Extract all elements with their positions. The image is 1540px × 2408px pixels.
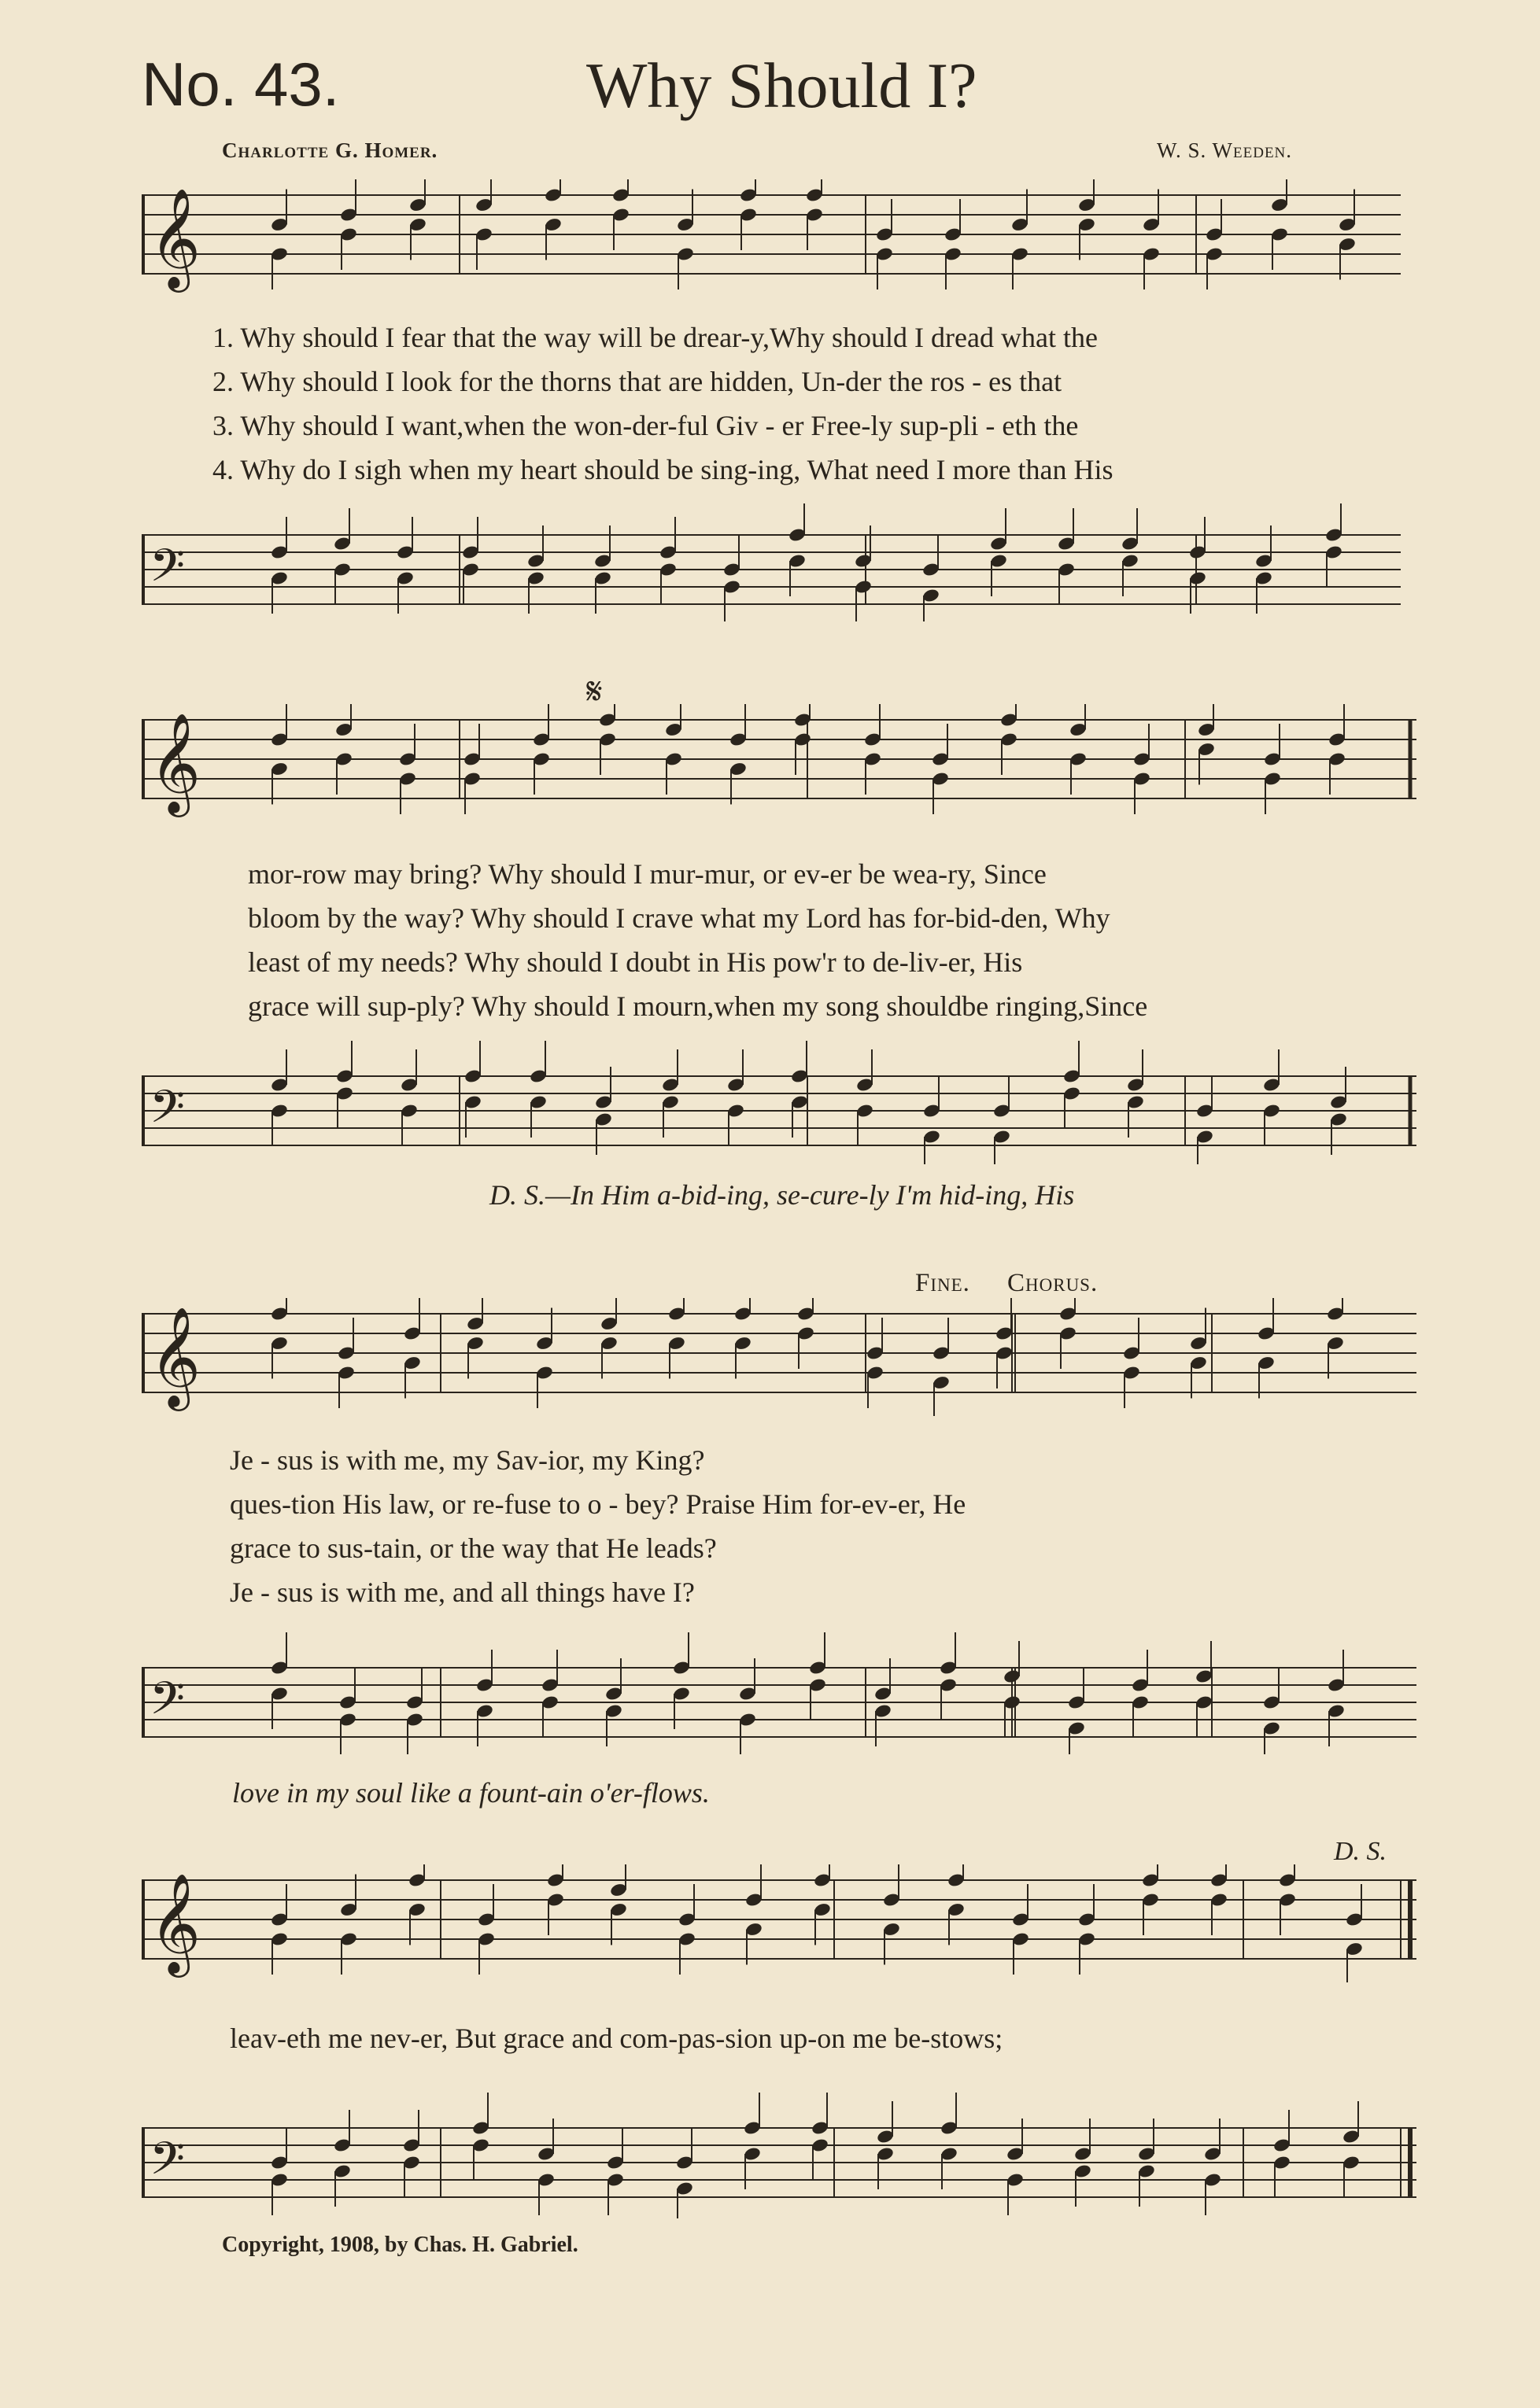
- system-3-treble-staff: [142, 1298, 1416, 1416]
- fine-label: Fine.: [915, 1269, 970, 1297]
- ds-mark: D. S.: [1334, 1837, 1387, 1866]
- system-1-bass-staff: [142, 503, 1401, 621]
- system-4-bass-staff: [142, 2085, 1416, 2218]
- svg-text:𝄢: 𝄢: [150, 1672, 186, 1736]
- system-1-treble-staff: [142, 179, 1401, 297]
- system-3-treble-notes: [270, 1298, 1345, 1416]
- system-2-verse-2: bloom by the way? Why should I crave what my Lord has for-bid-den, Why: [248, 902, 1110, 934]
- system-2-bass-staff: [142, 1038, 1416, 1164]
- system-3-verse-3: grace to sus-tain, or the way that He leads?: [230, 1532, 717, 1564]
- system-2-verse-4: grace will sup-ply? Why should I mourn,when my song shouldbe ringing,Since: [248, 990, 1148, 1022]
- system-3-bass-staff: [142, 1621, 1416, 1754]
- system-1-verse-4: 4. Why do I sigh when my heart should be sing-ing, What need I more than His: [212, 454, 1113, 485]
- system-4-treble-staff: [142, 1864, 1416, 1982]
- system-3-bass-notes: [270, 1632, 1346, 1754]
- system-2-verse-3: least of my needs? Why should I doubt in His pow'r to de-liv-er, His: [248, 946, 1023, 978]
- system-3-verse-2: ques-tion His law, or re-fuse to o - bey? Praise Him for-ev-er, He: [230, 1488, 966, 1520]
- system-4-treble-notes: [270, 1864, 1364, 1982]
- system-2-treble-staff: [142, 704, 1416, 822]
- system-1-verse-2: 2. Why should I look for the thorns that are hidden, Un-der the ros - es that: [212, 366, 1062, 397]
- svg-text:𝄢: 𝄢: [150, 2132, 186, 2196]
- system-4-bass-notes: [270, 2093, 1361, 2218]
- chorus-label: Chorus.: [1007, 1269, 1099, 1297]
- system-1-verse-3: 3. Why should I want,when the won-der-ful Giv - er Free-ly sup-pli - eth the: [212, 410, 1079, 441]
- hymn-header: [142, 49, 1422, 135]
- svg-text:𝄢: 𝄢: [150, 539, 186, 603]
- hymn-number: No. 43.: [142, 50, 340, 119]
- copyright-notice: Copyright, 1908, by Chas. H. Gabriel.: [222, 2233, 578, 2257]
- segno-sign: 𝄋: [586, 671, 604, 713]
- svg-text:𝄞: 𝄞: [150, 1872, 201, 1973]
- system-3-verse-4: Je - sus is with me, and all things have I?: [230, 1576, 695, 1608]
- svg-text:𝄢: 𝄢: [150, 1080, 186, 1145]
- svg-text:𝄞: 𝄞: [150, 1306, 201, 1407]
- system-4-verse: leav-eth me nev-er, But grace and com-pas-sion up-on me be-stows;: [230, 2023, 1003, 2054]
- composer-credit: W. S. Weeden.: [1157, 138, 1293, 162]
- system-2-ds-lyric: D. S.—In Him a-bid-ing, se-cure-ly I'm hid-ing, His: [489, 1179, 1075, 1211]
- hymn-title: Why Should I?: [586, 50, 977, 121]
- svg-text:𝄞: 𝄞: [150, 712, 201, 813]
- system-2-verse-1: mor-row may bring? Why should I mur-mur, or ev-er be wea-ry, Since: [248, 858, 1047, 890]
- system-3-verse-1: Je - sus is with me, my Sav-ior, my King?: [230, 1444, 705, 1476]
- author-credit: Charlotte G. Homer.: [222, 138, 438, 162]
- svg-text:𝄞: 𝄞: [150, 187, 201, 288]
- system-3-ds-lyric: love in my soul like a fount-ain o'er-flows.: [232, 1777, 710, 1809]
- system-1-verse-1: 1. Why should I fear that the way will be drear-y,Why should I dread what the: [212, 322, 1098, 353]
